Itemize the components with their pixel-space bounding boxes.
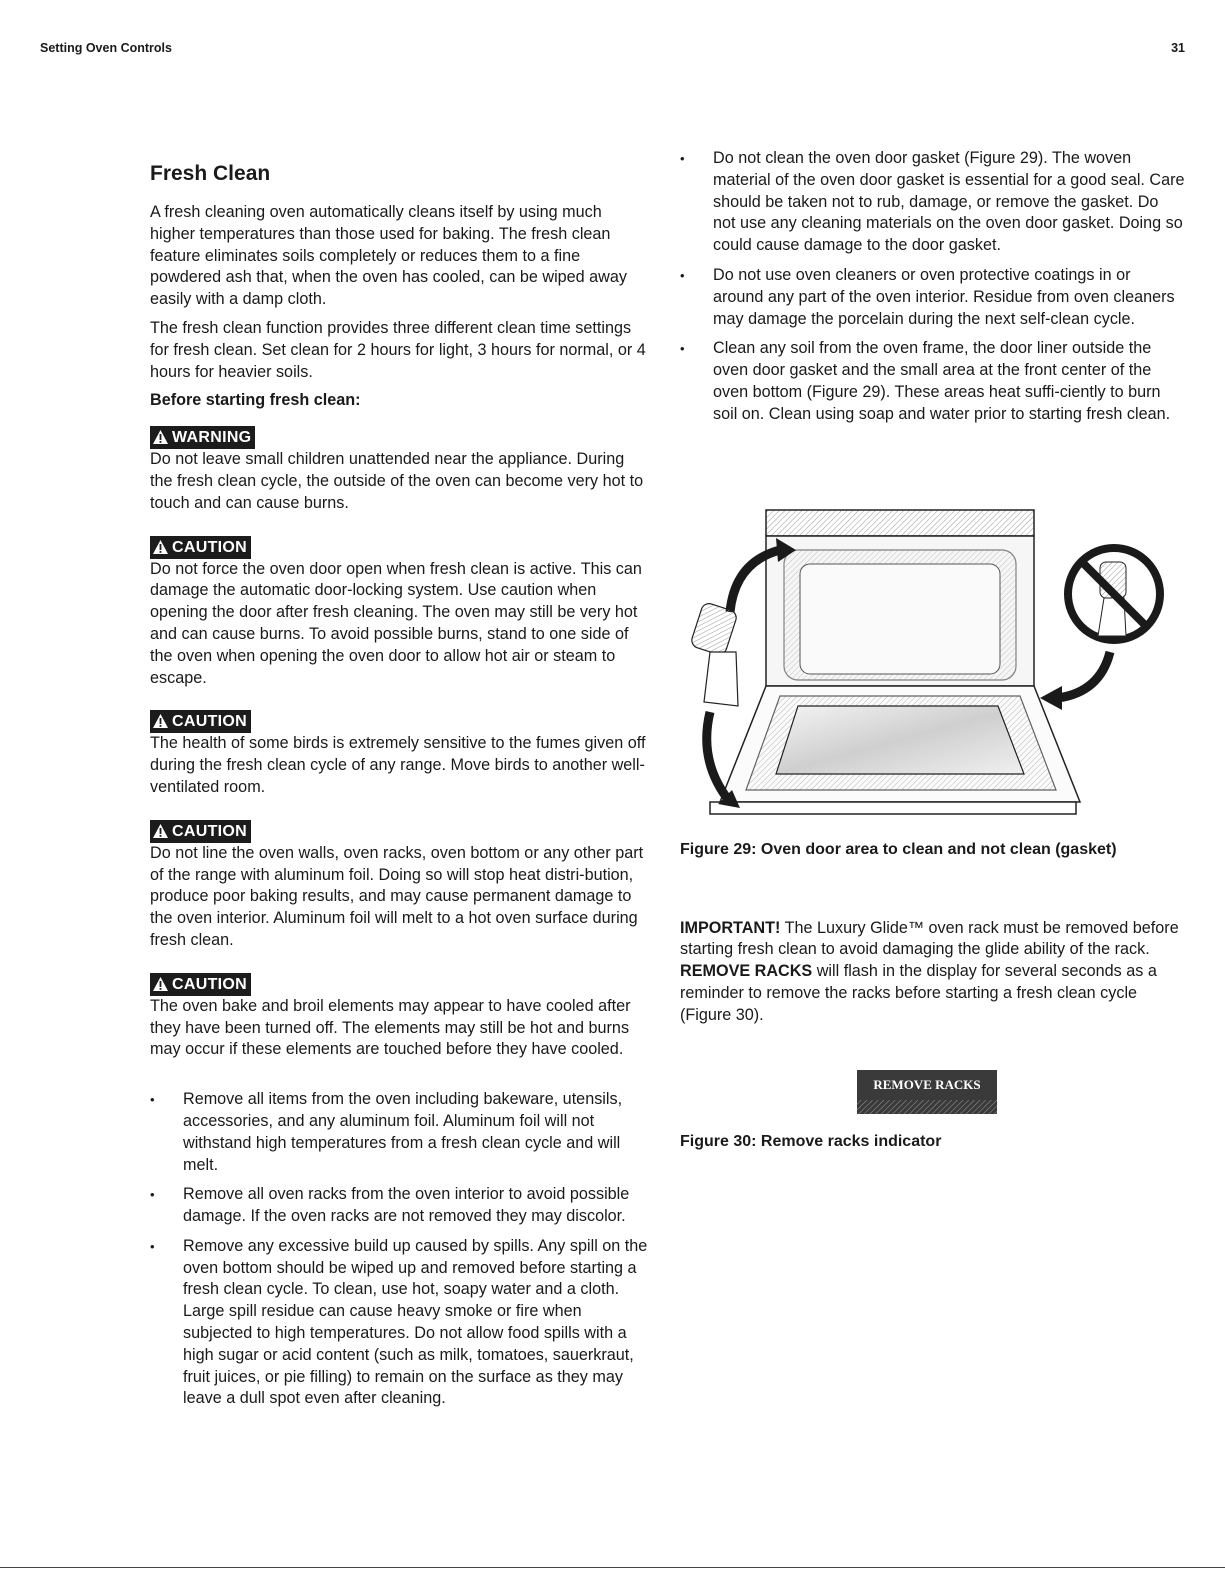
caution-text: Do not force the oven door open when fresh clean is active. This can damage the automatic door-locking system. Use caution when opening the door after fresh cleaning. The oven may still be very hot and can cause burns. To avoid possible burns, stand to one side of the oven when opening the oven door to allow hot air or steam to escape.	[150, 559, 642, 687]
caution-text: Do not line the oven walls, oven racks, oven bottom or any other part of the range with aluminum foil. Doing so will stop heat distri-bution, produce poor baking results, and may cause permanent damage to the oven interior. Aluminum foil will melt to a hot oven surface during fresh clean.	[150, 843, 644, 949]
oven-door-illustration	[680, 502, 1170, 822]
alert-triangle-icon	[152, 976, 169, 992]
caution-badge: CAUTION	[150, 710, 251, 733]
cleaning-list	[680, 148, 1185, 426]
intro-paragraph-1: A fresh cleaning oven automatically cleans itself by using much higher temperatures than those used for baking. The fresh clean feature eliminates soils completely or reduces them to a fine powdered ash that, when the oven has cooled, can be wiped away easily with a damp cloth.	[150, 203, 627, 309]
alert-triangle-icon	[152, 823, 169, 839]
warning-notice	[150, 419, 650, 514]
left-column	[150, 162, 650, 1418]
preparation-list	[150, 1089, 650, 1410]
alert-triangle-icon	[152, 429, 169, 445]
svg-text:REMOVE RACKS: REMOVE RACKS	[873, 1076, 981, 1092]
warning-text: Do not leave small children unattended near the appliance. During the fresh clean cycle, the outside of the oven can become very hot to touch and can cause burns.	[150, 450, 644, 512]
page-divider	[0, 1567, 1225, 1568]
list-item: • Clean any soil from the oven frame, the door liner outside the oven door gasket and the small area at the front center of the oven bottom (Figure 29). These areas heat suffi-ciently to burn soil on. Clean using soap and water prior to starting fresh clean.	[680, 338, 1185, 425]
before-heading: Before starting fresh clean:	[150, 391, 361, 410]
caution-badge: CAUTION	[150, 820, 251, 843]
warning-badge: WARNING	[150, 426, 255, 449]
figure-29-caption: Figure 29: Oven door area to clean and not clean (gasket)	[680, 840, 1117, 858]
alert-triangle-icon	[152, 713, 169, 729]
list-item: • Do not use oven cleaners or oven protective coatings in or around any part of the oven interior. Residue from oven cleaners may damage the porcelain during the next self-clean cycle.	[680, 265, 1185, 330]
intro-paragraph-2: The fresh clean function provides three different clean time settings for fresh clean. Set clean for 2 hours for light, 3 hours for normal, or 4 hours for heavier soils.	[150, 318, 646, 381]
section-header: Setting Oven Controls	[40, 41, 172, 55]
right-column	[680, 148, 1185, 1152]
list-item: • Remove all items from the oven including bakeware, utensils, accessories, and any aluminum foil. Aluminum foil will not withstand high temperatures from a fresh clean cycle and will melt.	[150, 1089, 650, 1176]
caution-notice	[150, 703, 650, 798]
list-item: • Remove any excessive build up caused by spills. Any spill on the oven bottom should be wiped up and removed before starting a fresh clean cycle. To clean, use hot, soapy water and a cloth. Large spill residue can cause heavy smoke or fire when subjected to high temperatures. Do not allow food spills with a high sugar or acid content (such as milk, tomatoes, sauerkraut, fruit juices, or pie filling) to remain on the surface as they may leave a dull spot even after cleaning.	[150, 1236, 650, 1410]
list-item: • Remove all oven racks from the oven interior to avoid possible damage. If the oven racks are not removed they may discolor.	[150, 1184, 650, 1228]
alert-triangle-icon	[152, 539, 169, 555]
caution-text: The oven bake and broil elements may appear to have cooled after they have been turned off. The elements may still be hot and burns may occur if these elements are touched before they have cooled.	[150, 996, 631, 1059]
section-title: Fresh Clean	[150, 162, 271, 185]
caution-notice	[150, 966, 650, 1061]
figure-30-caption: Figure 30: Remove racks indicator	[680, 1132, 942, 1150]
remove-racks-display	[857, 1070, 997, 1114]
list-item: • Do not clean the oven door gasket (Figure 29). The woven material of the oven door gasket is essential for a good seal. Care should be taken not to rub, damage, or remove the gasket. Do not use any cleaning materials on the oven door gasket. Doing so could cause damage to the door gasket.	[680, 148, 1185, 257]
caution-notice	[150, 529, 650, 690]
caution-badge: CAUTION	[150, 536, 251, 559]
caution-badge: CAUTION	[150, 973, 251, 996]
important-paragraph: IMPORTANT! The Luxury Glide™ oven rack must be removed before starting fresh clean to avoid damaging the glide ability of the rack. REMOVE RACKS will flash in the display for several seconds as a reminder to remove the racks before starting a fresh clean cycle (Figure 30).	[680, 918, 1179, 1024]
caution-text: The health of some birds is extremely sensitive to the fumes given off during the fresh clean cycle of any range. Move birds to another well-ventilated room.	[150, 734, 646, 796]
page-number: 31	[1171, 41, 1185, 55]
caution-notice	[150, 813, 650, 952]
